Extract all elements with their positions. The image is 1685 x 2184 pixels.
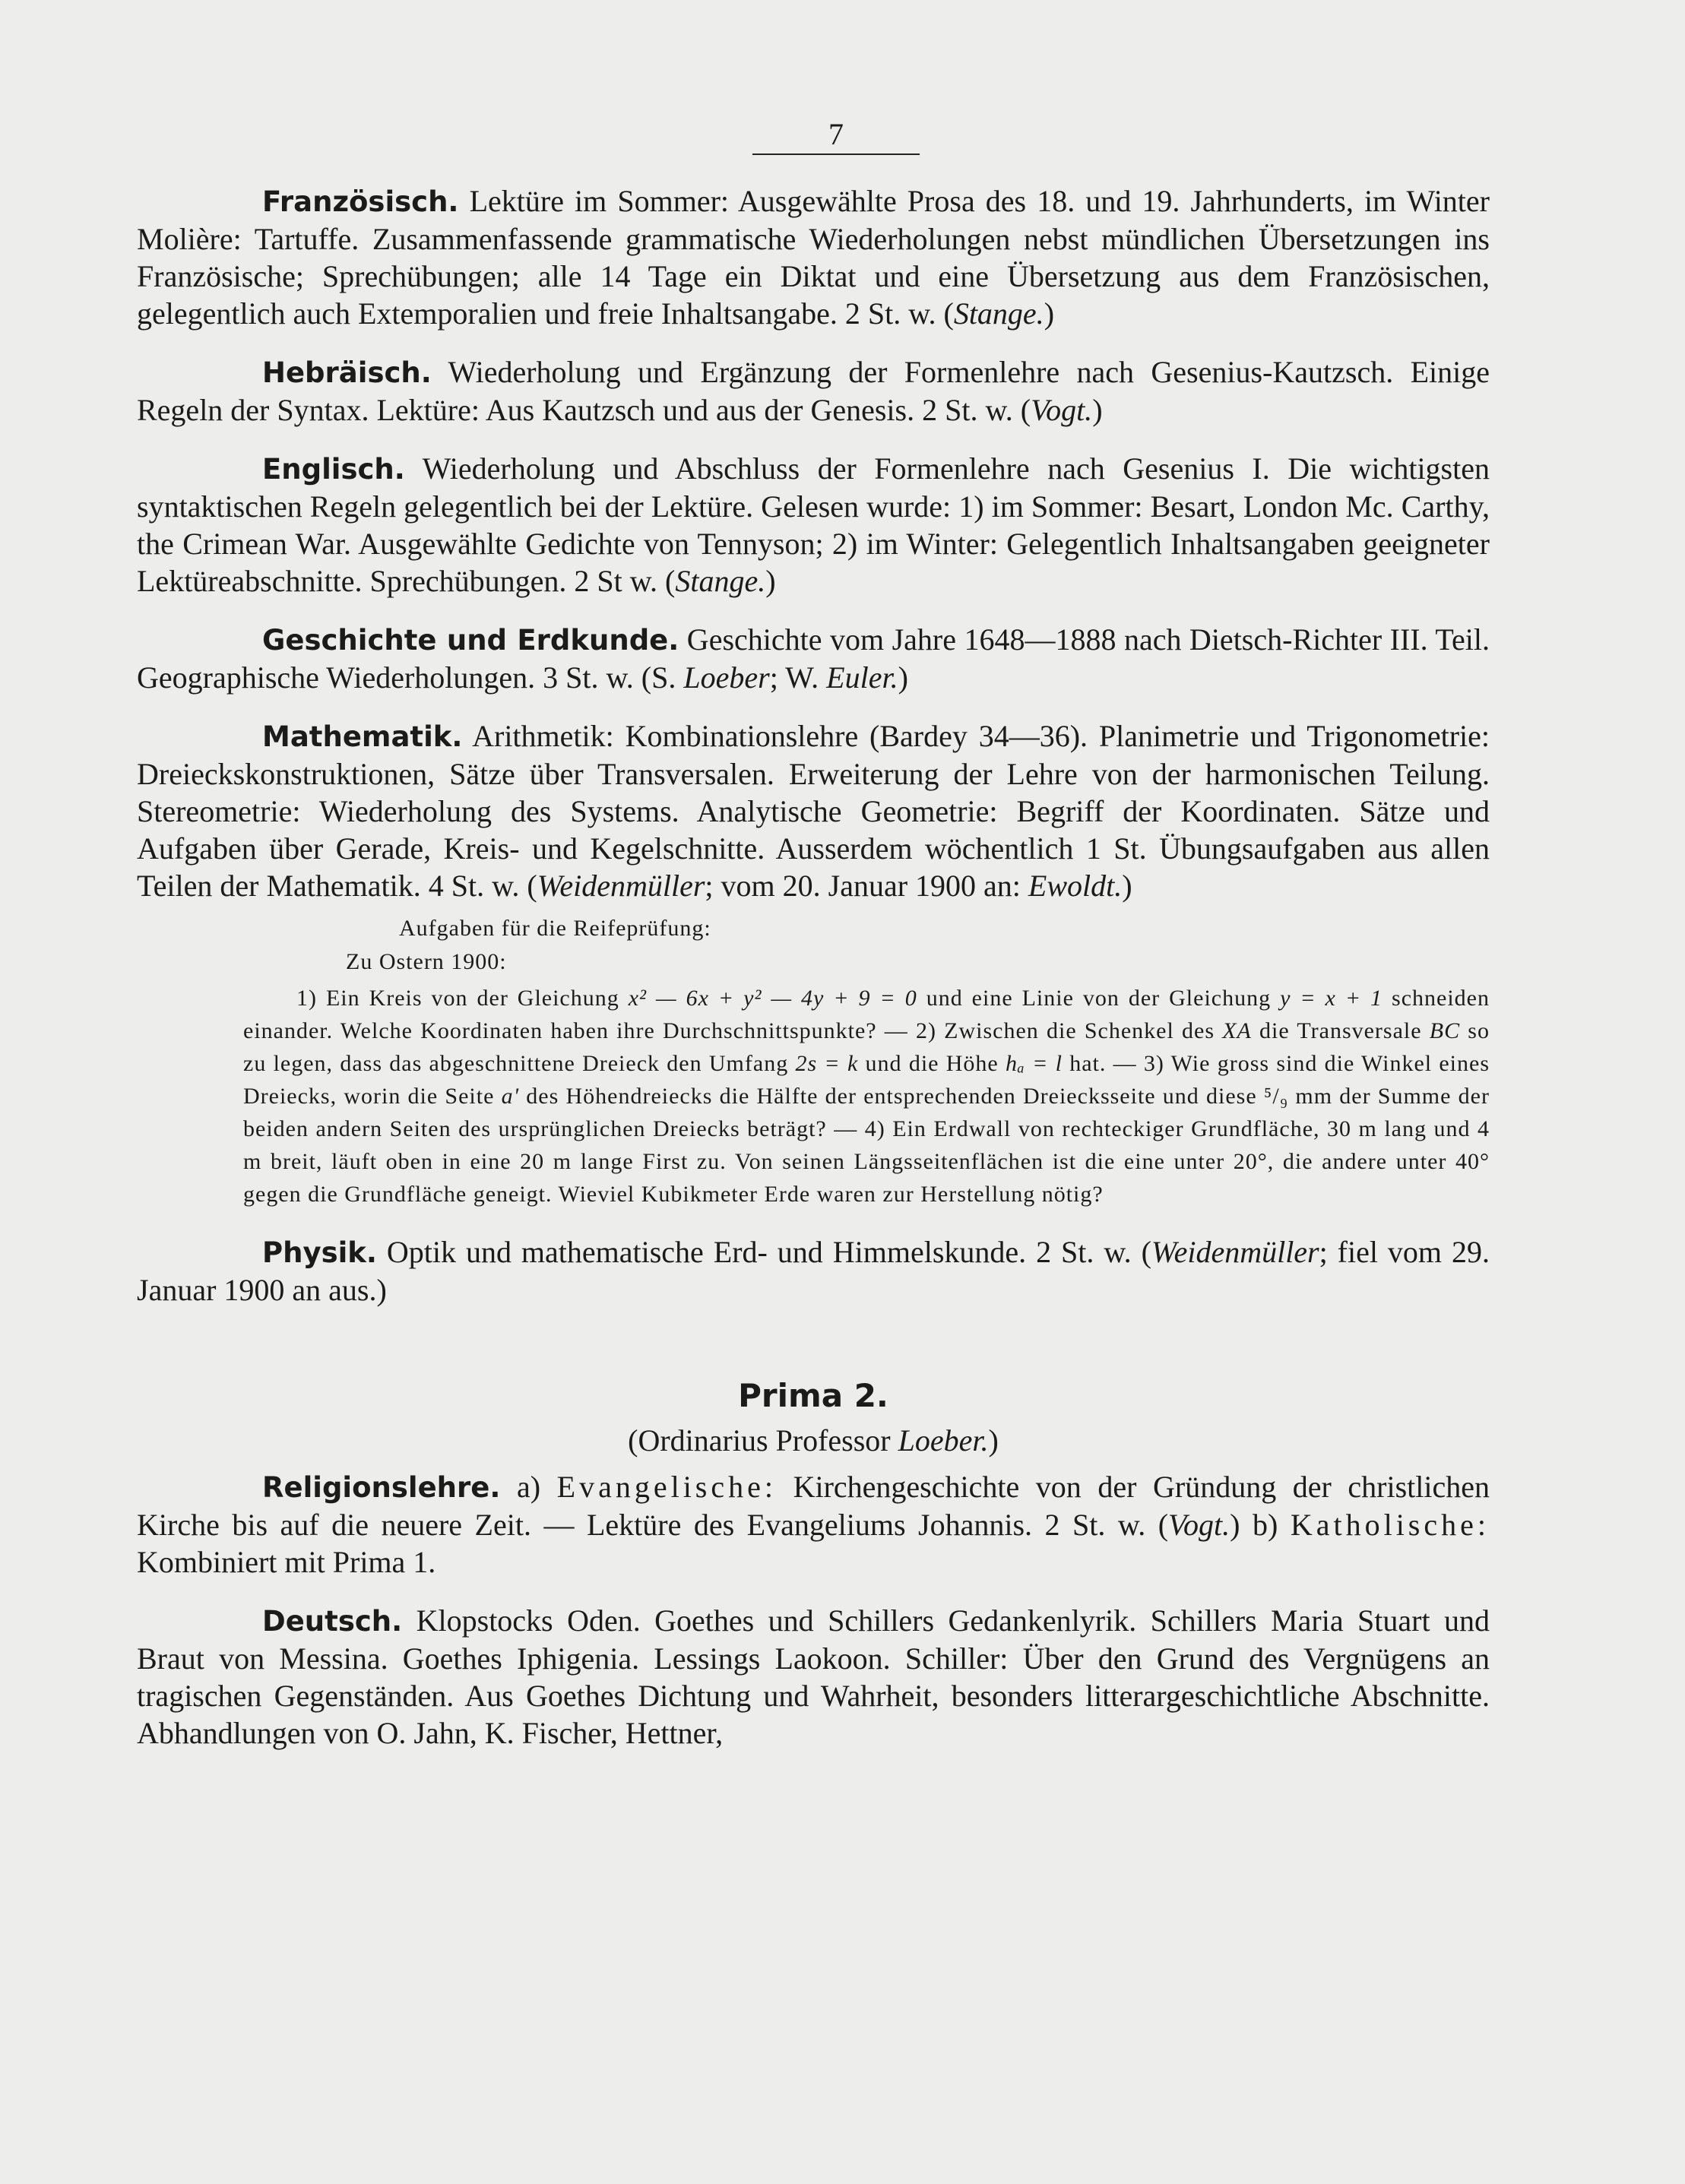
ordinarius-line: (Ordinarius Professor Loeber.) [628,1423,999,1458]
subject-heading: Deutsch. [262,1605,403,1638]
equation: hₐ = l [1006,1051,1063,1076]
paragraph-hebraeisch: Hebräisch. Wiederholung und Ergänzung der Formenlehre nach Gesenius-Kautzsch. Einige Regeln der Syntax. Lektüre: Aus Kautzsch und aus der Genesis. 2 St. w. (Vogt.) [137,355,1490,427]
teacher-name: Euler. [826,660,898,695]
paragraph-physik: Physik. Optik und mathematische Erd- und Himmelskunde. 2 St. w. (Weidenmüller; fiel vom 29. Januar 1900 an aus.) [137,1235,1490,1307]
paragraph-franzoesisch: Französisch. Lektüre im Sommer: Ausgewählte Prosa des 18. und 19. Jahrhunderts, im Winter Molière: Tartuffe. Zusammenfassende grammatische Wiederholungen nebst mündlichen Übersetzungen ins Französische; Sprechübungen; alle 14 Tage ein Diktat und eine Übersetzung aus dem Französischen, gelegentlich auch Extemporalien und freie Inhaltsangabe. 2 St. w. (Stange.) [137,184,1490,331]
paragraph-mathematik: Mathematik. Arithmetik: Kombinationslehre (Bardey 34—36). Planimetrie und Trigonometrie: Dreieckskonstruktionen, Sätze über Transversalen. Erweiterung der Lehre von der harmonischen Teilung. Stereometrie: Wiederholung des Systems. Analytische Geometrie: Begriff der Koordinaten. Sätze und Aufgaben über Gerade, Kreis- und Kegelschnitte. Ausserdem wöchentlich 1 St. Übungsaufgaben aus allen Teilen der Mathematik. 4 St. w. (Weidenmüller; vom 20. Januar 1900 an: Ewoldt.) [137,719,1490,903]
equation: XA [1222,1018,1252,1043]
teacher-name: Loeber [683,660,770,695]
teacher-name: Stange. [675,564,766,598]
exam-tasks-text: 1) Ein Kreis von der Gleichung x² — 6x + y² — 4y + 9 = 0 und eine Linie von der Gleichung y = x + 1 schneiden einander. Welche Koordinaten haben ihre Durchschnittspunkte? — 2) Zwischen die Schenkel des XA die Transversale BC so zu legen, dass das abgeschnittene Dreieck den Umfang 2s = k und die Höhe hₐ = l hat. — 3) Wie gross sind die Winkel eines Dreiecks, worin die Seite a' des Höhendreiecks die Hälfte der entsprechenden Dreiecksseite und diese ⁵/₉ mm der Summe der beiden andern Seiten des ursprünglichen Dreiecks beträgt? — 4) Ein Erdwall von rechteckiger Grundfläche, 30 m lang und 4 m breit, läuft oben in eine 20 m lange First zu. Von seinen Längsseitenflächen ist die eine unter 20°, die andere unter 40° gegen die Grundfläche geneigt. Wieviel Kubikmeter Erde waren zur Herstellung nötig? [243,986,1490,1207]
subject-heading: Religionslehre. [262,1471,501,1504]
paragraph-englisch: Englisch. Wiederholung und Abschluss der Formenlehre nach Gesenius I. Die wichtigsten syntaktischen Regeln gelegentlich bei der Lektüre. Gelesen wurde: 1) im Sommer: Besart, London Mc. Carthy, the Crimean War. Ausgewählte Gedichte von Tennyson; 2) im Winter: Gelegentlich Inhaltsangaben geeigneter Lektüreabschnitte. Sprechübungen. 2 St w. (Stange.) [137,451,1490,598]
paragraph-geschichte: Geschichte und Erdkunde. Geschichte vom Jahre 1648—1888 nach Dietsch-Richter III. Teil. Geographische Wiederholungen. 3 St. w. (S. Loeber; W. Euler.) [137,622,1490,695]
document-body [137,182,1490,1773]
equation: BC [1429,1018,1461,1043]
teacher-name: Stange. [953,296,1044,331]
page-number: 7 [752,116,920,155]
equation: x² — 6x + y² — 4y + 9 = 0 [628,986,917,1011]
section-title: Prima 2. [738,1377,888,1414]
equation: y = x + 1 [1280,986,1383,1011]
subject-heading: Geschichte und Erdkunde. [262,624,679,657]
teacher-name: Loeber. [898,1423,989,1458]
exam-tasks-title: Aufgaben für die Reifeprüfung: [399,916,711,941]
spaced-term: Evangelische: [556,1470,777,1504]
subject-heading: Mathematik. [262,720,463,753]
equation: a' [501,1084,520,1109]
teacher-name: Vogt. [1168,1508,1230,1542]
subject-heading: Hebräisch. [262,356,432,389]
equation: 2s = k [795,1051,859,1076]
paragraph-deutsch: Deutsch. Klopstocks Oden. Goethes und Schillers Gedankenlyrik. Schillers Maria Stuart und Braut von Messina. Goethes Iphigenia. Lessings Laokoon. Schiller: Über den Grund des Vergnügens an tragischen Gegenständen. Aus Goethes Dichtung und Wahrheit, besonders litterargeschichtliche Abschnitte. Abhandlungen von O. Jahn, K. Fischer, Hettner, [137,1603,1490,1750]
exam-date: Zu Ostern 1900: [346,949,507,974]
teacher-name: Ewoldt. [1028,869,1123,903]
teacher-name: Weidenmüller [537,869,705,903]
subject-heading: Französisch. [262,185,459,218]
spaced-term: Katholische: [1290,1508,1490,1542]
teacher-name: Vogt. [1031,393,1093,427]
subject-heading: Englisch. [262,453,405,486]
subject-heading: Physik. [262,1236,377,1269]
paragraph-religionslehre: Religionslehre. a) Evangelische: Kirchengeschichte von der Gründung der christlichen Kirche bis auf die neuere Zeit. — Lektüre des Evangeliums Johannis. 2 St. w. (Vogt.) b) Katholische: Kombiniert mit Prima 1. [137,1470,1490,1579]
teacher-name: Weidenmüller [1151,1235,1319,1269]
